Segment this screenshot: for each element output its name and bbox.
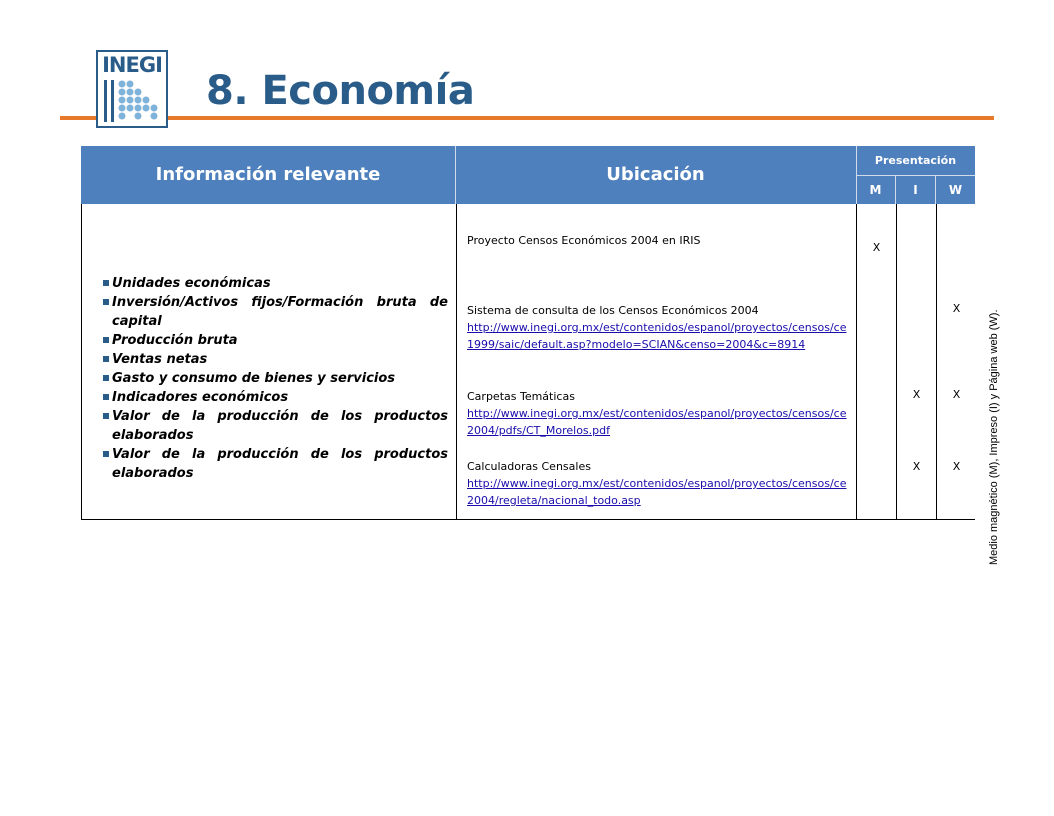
list-item: Valor de la producción de los productos elaborados <box>102 407 448 445</box>
column-header-i: I <box>913 183 918 197</box>
mark-i: X <box>912 388 921 401</box>
column-header-m: M <box>869 183 882 197</box>
list-item: Gasto y consumo de bienes y servicios <box>102 369 448 388</box>
table-header <box>81 146 975 204</box>
bullet-icon <box>103 337 109 343</box>
column-header-presentacion: Presentación <box>874 154 957 167</box>
bullet-icon <box>103 280 109 286</box>
ubicacion-title: Proyecto Censos Económicos 2004 en IRIS <box>467 234 701 247</box>
bullet-icon <box>103 356 109 362</box>
ubicacion-link[interactable]: http://www.inegi.org.mx/est/contenidos/espanol/proyectos/censos/ce1999/saic/default.asp?modelo=SCIAN&censo=2004&c=8914 <box>467 321 847 351</box>
ubicacion-item <box>467 232 851 249</box>
list-item: Ventas netas <box>102 350 448 369</box>
bullet-icon <box>103 375 109 381</box>
ubicacion-item <box>467 302 851 353</box>
column-header-info: Información relevante <box>155 164 381 185</box>
list-item: Producción bruta <box>102 331 448 350</box>
logo-dots-icon <box>102 78 162 124</box>
page-title: 8. Economía <box>206 68 475 114</box>
list-item: Unidades económicas <box>102 274 448 293</box>
info-list <box>102 274 448 483</box>
ubicacion-link[interactable]: http://www.inegi.org.mx/est/contenidos/espanol/proyectos/censos/ce2004/regleta/nacional_todo.asp <box>467 477 847 507</box>
column-header-w: W <box>948 183 963 197</box>
list-item: Inversión/Activos fijos/Formación bruta de capital <box>102 293 448 331</box>
mark-m: X <box>872 241 881 254</box>
mark-w: X <box>952 460 961 473</box>
mark-i: X <box>912 460 921 473</box>
inegi-logo <box>96 50 168 128</box>
ubicacion-item <box>467 458 851 509</box>
table-body <box>81 204 975 520</box>
presentation-legend-note: Medio magnético (M), Impreso (I) y Página web (W). <box>988 309 1000 565</box>
bullet-icon <box>103 299 109 305</box>
header-rule <box>60 116 994 120</box>
mark-w: X <box>952 388 961 401</box>
list-item: Indicadores económicos <box>102 388 448 407</box>
column-divider <box>456 204 457 519</box>
ubicacion-title: Carpetas Temáticas <box>467 390 575 403</box>
ubicacion-item <box>467 388 851 439</box>
bullet-icon <box>103 413 109 419</box>
logo-text: INEGI <box>102 53 162 77</box>
column-header-ubicacion: Ubicación <box>606 164 705 185</box>
bullet-icon <box>103 451 109 457</box>
ubicacion-link[interactable]: http://www.inegi.org.mx/est/contenidos/espanol/proyectos/censos/ce2004/pdfs/CT_Morelos.pdf <box>467 407 847 437</box>
bullet-icon <box>103 394 109 400</box>
list-item: Valor de la producción de los productos elaborados <box>102 445 448 483</box>
ubicacion-title: Calculadoras Censales <box>467 460 591 473</box>
ubicacion-title: Sistema de consulta de los Censos Económicos 2004 <box>467 304 759 317</box>
mark-w: X <box>952 302 961 315</box>
